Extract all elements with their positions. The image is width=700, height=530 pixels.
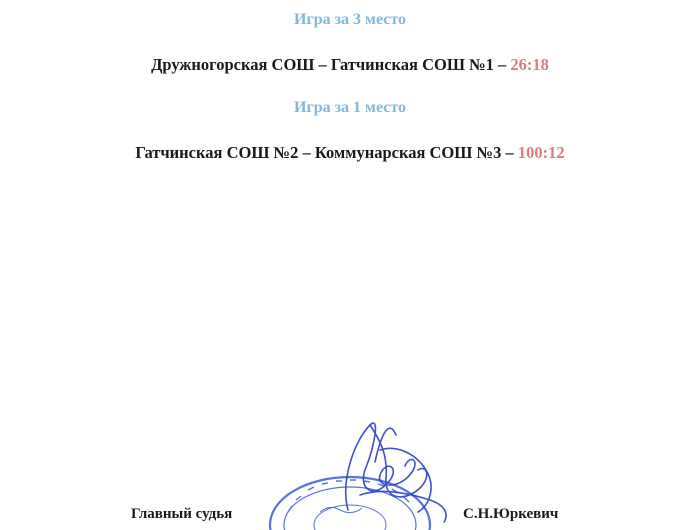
handwritten-signature-icon (346, 423, 446, 522)
match-first-place-score: 100:12 (517, 143, 565, 162)
heading-first-place-text: Игра за 1 место (294, 99, 406, 116)
match-third-place-score: 26:18 (510, 55, 549, 74)
chief-judge-title-text: Главный судья (131, 506, 233, 522)
stamp-and-signature (230, 400, 480, 530)
heading-first-place (0, 99, 700, 117)
round-stamp-icon (270, 477, 430, 530)
match-first-place (0, 143, 700, 163)
chief-judge-title (131, 506, 232, 523)
heading-third-place-text: Игра за 3 место (294, 11, 406, 28)
match-first-place-teams: Гатчинская СОШ №2 – Коммунарская СОШ №3 – (135, 143, 518, 162)
heading-third-place (0, 11, 700, 29)
chief-judge-name (463, 506, 558, 523)
match-third-place (0, 55, 700, 75)
match-third-place-teams: Дружногорская СОШ – Гатчинская СОШ №1 – (151, 55, 511, 74)
chief-judge-name-text: С.Н.Юркевич (463, 506, 559, 522)
